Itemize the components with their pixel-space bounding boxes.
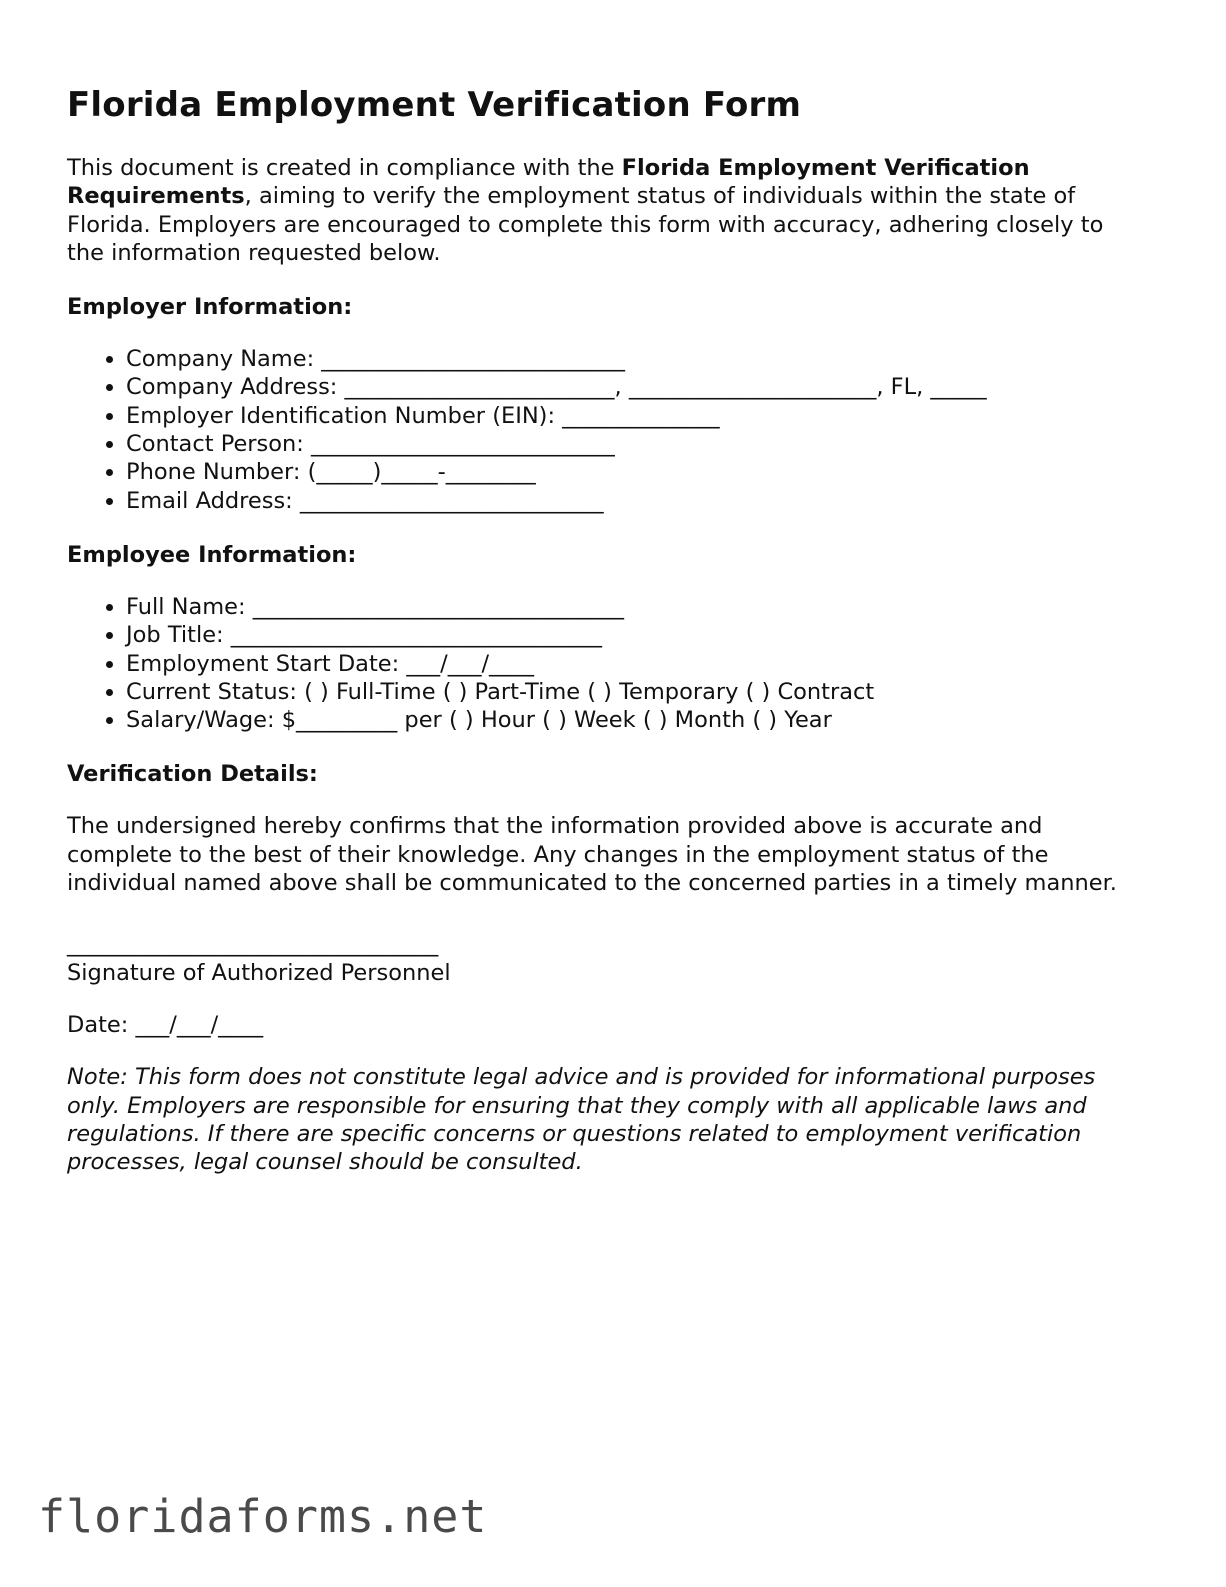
contact-person-field[interactable]: • Contact Person: ___________________________ xyxy=(126,430,1147,458)
phone-number-field[interactable]: • Phone Number: (_____)_____-________ xyxy=(126,458,1147,486)
employer-section-heading: Employer Information: xyxy=(67,294,353,321)
form-page xyxy=(67,84,1147,1176)
salary-wage-field[interactable]: • Salary/Wage: $_________ per ( ) Hour ( ) Week ( ) Month ( ) Year xyxy=(126,706,1147,734)
intro-text-before: This document is created in compliance with the xyxy=(67,155,622,181)
intro-text-bold: Florida Employment Verification Requirements xyxy=(67,155,1030,210)
page-title: Florida Employment Verification Form xyxy=(67,85,802,125)
signature-line[interactable]: _________________________________ xyxy=(67,931,439,958)
company-address-field[interactable]: • Company Address: ________________________, ______________________, FL, _____ xyxy=(126,373,1147,401)
intro-text-after: , aiming to verify the employment status of individuals within the state of Florida. Employers are encouraged to complete this form with accuracy, adhering closely to the information requested below. xyxy=(67,183,1104,266)
disclaimer-note: Note: This form does not constitute legal advice and is provided for informational purposes only. Employers are responsible for ensuring that they comply with all applicable laws and regulations. If there are specific concerns or questions related to employment verification processes, legal counsel should be consulted. xyxy=(67,1064,1096,1176)
employee-field-list xyxy=(67,593,1147,734)
signature-block xyxy=(67,930,1147,987)
start-date-field[interactable]: • Employment Start Date: ___/___/____ xyxy=(126,650,1147,678)
signature-date-field[interactable]: Date: ___/___/____ xyxy=(67,1011,264,1038)
full-name-field[interactable]: • Full Name: _________________________________ xyxy=(126,593,1147,621)
employer-field-list xyxy=(67,345,1147,515)
intro-paragraph xyxy=(67,154,1147,267)
email-address-field[interactable]: • Email Address: ___________________________ xyxy=(126,487,1147,515)
site-watermark: floridaforms.net xyxy=(38,1490,488,1543)
signature-label: Signature of Authorized Personnel xyxy=(67,959,451,986)
verification-section-heading: Verification Details: xyxy=(67,761,318,788)
verification-paragraph: The undersigned hereby confirms that the information provided above is accurate and complete to the best of their knowledge. Any changes in the employment status of the individual named above shall be communicated to the concerned parties in a timely manner. xyxy=(67,813,1117,897)
job-title-field[interactable]: • Job Title: _________________________________ xyxy=(126,621,1147,649)
ein-field[interactable]: • Employer Identification Number (EIN): ______________ xyxy=(126,402,1147,430)
company-name-field[interactable]: • Company Name: ___________________________ xyxy=(126,345,1147,373)
current-status-options[interactable]: • Current Status: ( ) Full-Time ( ) Part-Time ( ) Temporary ( ) Contract xyxy=(126,678,1147,706)
employee-section-heading: Employee Information: xyxy=(67,541,357,568)
